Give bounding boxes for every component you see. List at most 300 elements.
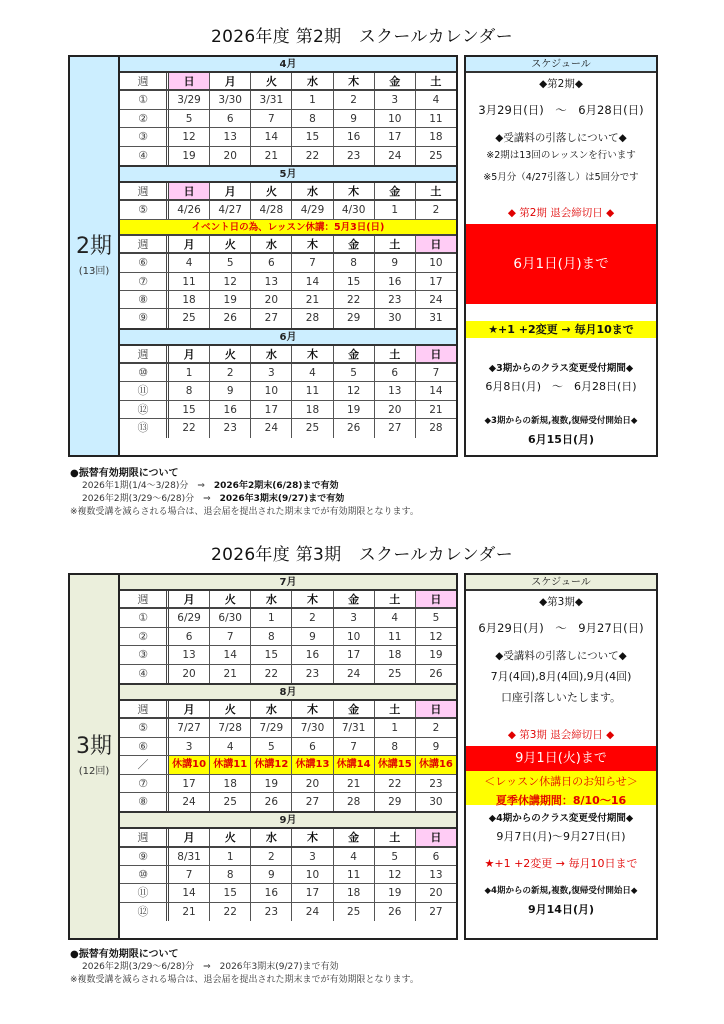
weekday-header-cell: 土 [375,591,416,607]
date-cell: 5 [375,848,416,865]
week-number-cell: ④ [120,147,169,165]
week-number-cell: ① [120,91,169,108]
date-cell: 18 [429,131,443,144]
weekday-header-cell: 日 [416,591,456,607]
date-cell: 6/29 [169,609,210,626]
date-cell: 6 [375,364,416,381]
notes-line-1: 2026年2期(3/29～6/28)分 ⇒ 2026年3期末(9/27)まで有効 [82,962,339,972]
week-number-cell: ⑨ [120,848,169,865]
weekday-header-cell: 日 [169,73,210,89]
week-row [120,775,456,793]
date-cell: 26 [210,309,251,327]
date-cell: 14 [210,646,251,663]
weekday-header-cell: 土 [375,236,416,252]
weekday-header-row [120,346,456,364]
week-row [120,291,456,309]
weekday-header-cell: 水 [292,73,333,89]
date-cell: 21 [334,775,375,792]
date-cell: 17 [334,646,375,663]
date-cell: 10 [429,257,443,270]
date-cell: 26 [251,793,292,811]
period3-lesson-count: (12回) [78,766,110,777]
date-cell: 18 [292,401,333,418]
weekday-header-cell: 日 [169,183,210,199]
date-cell: 1 [375,201,416,218]
date-cell: 19 [334,401,375,418]
weekday-header-cell: 日 [416,346,456,362]
date-cell: 11 [292,382,333,399]
new-enroll-date: 9月14日(月) [527,903,595,916]
weekday-header-cell: 日 [416,236,456,252]
date-cell: 4/28 [251,201,292,218]
week-row [120,903,456,921]
date-cell: 2 [210,364,251,381]
weekday-header-cell: 月 [169,591,210,607]
break-cell: 休講13 [292,756,333,773]
term-title: ◆第2期◆ [539,78,583,90]
break-cell: 休講11 [210,756,251,773]
weekday-header-cell: 日 [416,701,456,717]
date-cell: 14 [292,273,333,290]
period2-name: 2期 [76,233,112,259]
date-cell: 16 [251,884,292,901]
date-cell: 4/30 [334,201,375,218]
date-cell: 4/27 [210,201,251,218]
weekday-header-cell: 水 [251,591,292,607]
date-cell: 7 [432,367,440,380]
date-cell: 18 [334,884,375,901]
date-cell: 28 [292,309,333,327]
date-cell: 6/30 [210,609,251,626]
weekday-header-cell: 水 [251,701,292,717]
weekday-header-cell: 木 [292,701,333,717]
week-number-cell: ⑤ [120,201,169,218]
period2-notes [70,467,419,519]
date-cell: 22 [169,419,210,437]
week-number-cell: ⑫ [120,903,169,921]
period2-title: 2026年度 第2期 スクールカレンダー [210,27,514,47]
date-cell: 21 [251,147,292,165]
week-number-cell: ⑤ [120,719,169,736]
weekday-header-cell: 火 [210,829,251,845]
week-number-cell: ⑬ [120,419,169,437]
week-row [120,382,456,400]
date-cell: 24 [334,665,375,683]
period2-calendar [68,55,458,457]
fee-title: ◆受講料の引落しについて◆ [495,650,627,662]
date-cell: 8 [169,382,210,399]
week-row [120,738,456,756]
week-number-cell: ⑩ [120,364,169,381]
week-row [120,628,456,646]
date-cell: 3/30 [210,91,251,108]
month-block [120,57,456,167]
weekday-header-cell: 月 [169,829,210,845]
week-number-cell: ⑩ [120,866,169,883]
weekday-header-row [120,829,456,847]
date-cell: 14 [169,884,210,901]
weekday-header-cell: 水 [292,183,333,199]
date-cell: 29 [334,309,375,327]
date-cell: 4/29 [292,201,333,218]
period3-calendar-body [120,575,456,938]
date-cell: 1 [292,91,333,108]
date-cell: 16 [292,646,333,663]
date-cell: 22 [334,291,375,308]
date-cell: 8 [210,866,251,883]
date-cell: 18 [375,646,416,663]
week-row [120,419,456,437]
date-cell: 31 [429,312,443,325]
date-cell: 9 [334,110,375,127]
date-cell: 6 [251,254,292,271]
month-header: 6月 [120,330,456,346]
break-cell: 休講14 [334,756,375,773]
date-cell: 2 [432,204,440,217]
period3-title: 2026年度 第3期 スクールカレンダー [210,545,514,565]
date-cell: 20 [210,147,251,165]
week-number-cell: ④ [120,665,169,683]
date-cell: 20 [429,887,443,900]
period2-lesson-count: (13回) [78,265,110,277]
date-cell: 13 [210,128,251,145]
week-row [120,147,456,165]
week-row [120,254,456,272]
date-cell: 1 [251,609,292,626]
date-cell: 6 [432,850,440,863]
week-number-cell: ⑧ [120,291,169,308]
date-cell: 16 [210,401,251,418]
holiday-notice [466,771,656,805]
date-cell: 22 [292,147,333,165]
date-cell: 8 [251,628,292,645]
date-cell: 9 [251,866,292,883]
date-cell: 9 [375,254,416,271]
date-cell: 10 [375,110,416,127]
date-cell: 25 [375,665,416,683]
date-cell: 13 [251,273,292,290]
term-range: 3月29日(日) ～ 6月28日(日) [478,103,644,117]
date-cell: 7/28 [210,719,251,736]
date-cell: 8 [292,110,333,127]
date-cell: 23 [251,903,292,921]
week-number-cell: ⑨ [120,309,169,327]
date-cell: 27 [429,905,443,918]
date-cell: 4 [210,738,251,755]
weekday-header-row [120,591,456,609]
date-cell: 17 [251,401,292,418]
period2-calendar-body [120,57,456,455]
class-change-title: ◆4期からのクラス変更受付期間◆ [488,813,634,824]
date-cell: 16 [375,273,416,290]
class-change-range: 6月8日(月) ～ 6月28日(日) [485,380,637,393]
class-change-title: ◆3期からのクラス変更受付期間◆ [488,363,634,374]
date-cell: 14 [429,385,443,398]
date-cell: 7 [169,866,210,883]
notes-heading: ●振替有効期限について [70,468,179,479]
date-cell: 24 [375,147,416,165]
fee-line-1: 7月(4回),8月(4回),9月(4回) [490,670,632,683]
date-cell: 21 [169,903,210,921]
week-number-cell: ⑥ [120,254,169,271]
date-cell: 8 [334,254,375,271]
weekday-header-cell: 金 [334,236,375,252]
date-cell: 4/26 [169,201,210,218]
week-header-cell: 週 [120,591,169,607]
date-cell: 16 [334,128,375,145]
week-row [120,273,456,291]
date-cell: 3 [292,848,333,865]
date-cell: 27 [292,793,333,811]
week-header-cell: 週 [120,236,169,252]
date-cell: 6 [292,738,333,755]
week-row [120,128,456,146]
period3-calendar [68,573,458,940]
date-cell: 23 [210,419,251,437]
date-cell: 13 [429,869,443,882]
date-cell: 26 [334,419,375,437]
date-cell: 18 [210,775,251,792]
week-number-cell: ② [120,110,169,127]
weekday-header-cell: 土 [430,184,442,198]
break-cell: 休講12 [251,756,292,773]
date-cell: 26 [429,667,443,680]
date-cell: 30 [429,795,443,808]
month-block [120,330,456,438]
change-note: ★+1 +2変更 → 毎月10日まで [484,857,638,870]
period3-label [70,575,120,938]
cancel-deadline-date: 6月1日(月)まで [466,224,656,304]
week-row [120,866,456,884]
date-cell: 1 [210,848,251,865]
date-cell: 19 [251,775,292,792]
month-header: 7月 [120,575,456,591]
date-cell: 4 [432,94,440,107]
weekday-header-cell: 金 [375,73,416,89]
date-cell: 13 [169,646,210,663]
date-cell: 25 [210,793,251,811]
week-header-cell: 週 [120,73,169,89]
weekday-header-cell: 水 [251,829,292,845]
date-cell: 5 [334,364,375,381]
date-cell: 3 [375,91,416,108]
weekday-header-cell: 金 [334,346,375,362]
date-cell: 3/31 [251,91,292,108]
date-cell: 1 [169,364,210,381]
date-cell: 2 [292,609,333,626]
week-row [120,201,456,219]
date-cell: 3/29 [169,91,210,108]
notes-line-1: 2026年1期(1/4～3/28)分 ⇒ 2026年2期末(6/28)まで有効 [82,481,339,491]
date-cell: 25 [429,149,443,162]
date-cell: 28 [334,793,375,811]
weekday-header-cell: 火 [210,236,251,252]
period3-name: 3期 [76,734,112,759]
week-number-cell: ⑥ [120,738,169,755]
weekday-header-cell: 金 [334,829,375,845]
date-cell: 4 [292,364,333,381]
date-cell: 2 [251,848,292,865]
date-cell: 5 [251,738,292,755]
date-cell: 25 [292,419,333,437]
date-cell: 3 [251,364,292,381]
weekday-header-cell: 月 [210,183,251,199]
break-cell: 休講15 [375,756,416,773]
date-cell: 28 [429,422,443,435]
date-cell: 10 [251,382,292,399]
weekday-header-cell: 火 [251,73,292,89]
week-header-cell: 週 [120,829,169,845]
new-enroll-title: ◆3期からの新規,複数,復帰受付開始日◆ [484,416,638,426]
weekday-header-cell: 土 [375,346,416,362]
date-cell: 23 [292,665,333,683]
date-cell: 7/29 [251,719,292,736]
weekday-header-cell: 土 [375,701,416,717]
fee-line-2: 口座引落しいたします。 [500,691,622,704]
date-cell: 3 [169,738,210,755]
date-cell: 6 [210,110,251,127]
date-cell: 27 [375,419,416,437]
date-cell: 24 [292,903,333,921]
schedule-header: スケジュール [466,57,656,73]
period2-label [70,57,120,455]
weekday-header-cell: 木 [292,236,333,252]
week-number-cell: ② [120,628,169,645]
date-cell: 13 [375,382,416,399]
date-cell: 15 [292,128,333,145]
weekday-header-cell: 金 [334,701,375,717]
weekday-header-cell: 水 [251,236,292,252]
weekday-header-cell: 木 [334,73,375,89]
weekday-header-cell: 金 [375,183,416,199]
month-block [120,575,456,685]
week-number-cell: ⑪ [120,382,169,399]
weekday-header-cell: 月 [210,73,251,89]
date-cell: 12 [375,866,416,883]
weekday-header-row [120,73,456,91]
date-cell: 21 [292,291,333,308]
date-cell: 4 [334,848,375,865]
new-enroll-date: 6月15日(月) [527,433,595,446]
date-cell: 25 [334,903,375,921]
week-number-cell: ① [120,609,169,626]
fee-title: ◆受講料の引落しについて◆ [495,132,627,144]
date-cell: 7 [292,254,333,271]
weekday-header-cell: 火 [251,183,292,199]
date-cell: 9 [210,382,251,399]
date-cell: 19 [210,291,251,308]
weekday-header-cell: 月 [169,236,210,252]
date-cell: 10 [334,628,375,645]
date-cell: 12 [210,273,251,290]
holiday-title: ＜レッスン休講日のお知らせ＞ [484,775,638,788]
date-cell: 17 [292,884,333,901]
week-header-cell: 週 [120,183,169,199]
date-cell: 2 [432,722,440,735]
date-cell: 20 [169,665,210,683]
notes-footnote: ※複数受講を減らされる場合は、退会届を提出された期末までが有効期限となります。 [70,975,419,985]
schedule-header: スケジュール [466,575,656,591]
month-block [120,167,456,330]
date-cell: 11 [334,866,375,883]
date-cell: 21 [429,403,443,416]
change-note: ★+1 +2変更 → 毎月10まで [466,321,656,338]
date-cell: 6 [169,628,210,645]
date-cell: 22 [251,665,292,683]
fee-line-2: ※5月分（4/27引落し）は5回分です [483,172,639,183]
week-row [120,793,456,811]
date-cell: 21 [210,665,251,683]
date-cell: 20 [375,401,416,418]
week-number-cell: ③ [120,128,169,145]
date-cell: 29 [375,793,416,811]
term-range: 6月29日(月) ～ 9月27日(日) [478,621,644,635]
date-cell: 7/27 [169,719,210,736]
date-cell: 12 [429,630,443,643]
weekday-header-cell: 水 [251,346,292,362]
cancel-deadline-title: ◆ 第2期 退会締切日 ◆ [507,207,615,219]
period3-notes [70,948,419,987]
week-number-cell: ③ [120,646,169,663]
week-row [120,401,456,419]
break-cell: 休講16 [416,756,456,773]
weekday-header-cell: 土 [375,829,416,845]
date-cell: 23 [375,291,416,308]
weekday-header-cell: 月 [169,701,210,717]
weekday-header-cell: 木 [292,829,333,845]
weekday-header-cell: 木 [292,591,333,607]
date-cell: 17 [169,775,210,792]
date-cell: 15 [251,646,292,663]
date-cell: 18 [169,291,210,308]
date-cell: 24 [429,293,443,306]
date-cell: 22 [210,903,251,921]
weekday-header-row [120,236,456,254]
date-cell: 19 [429,649,443,662]
date-cell: 17 [429,275,443,288]
event-notice-bar: イベント日の為、レッスン休講：5月3日(日) [120,220,456,236]
date-cell: 22 [375,775,416,792]
date-cell: 14 [251,128,292,145]
week-row [120,110,456,128]
date-cell: 9 [432,740,440,753]
weekday-header-row [120,701,456,719]
weekday-header-cell: 日 [416,829,456,845]
week-row [120,884,456,902]
date-cell: 4 [375,609,416,626]
weekday-header-cell: 土 [430,75,442,88]
date-cell: 7 [251,110,292,127]
weekday-header-row [120,183,456,201]
date-cell: 5 [169,110,210,127]
date-cell: 11 [429,112,443,125]
date-cell: 12 [169,128,210,145]
month-block [120,813,456,921]
week-number-cell: ⑪ [120,884,169,901]
month-block [120,685,456,813]
date-cell: 17 [375,128,416,145]
date-cell: 8 [375,738,416,755]
notes-heading: ●振替有効期限について [70,949,179,960]
date-cell: 7/31 [334,719,375,736]
date-cell: 9 [292,628,333,645]
date-cell: 24 [251,419,292,437]
date-cell: 2 [334,91,375,108]
week-row [120,309,456,327]
period2-schedule [464,55,658,457]
date-cell: 10 [292,866,333,883]
period3-schedule [464,573,658,940]
